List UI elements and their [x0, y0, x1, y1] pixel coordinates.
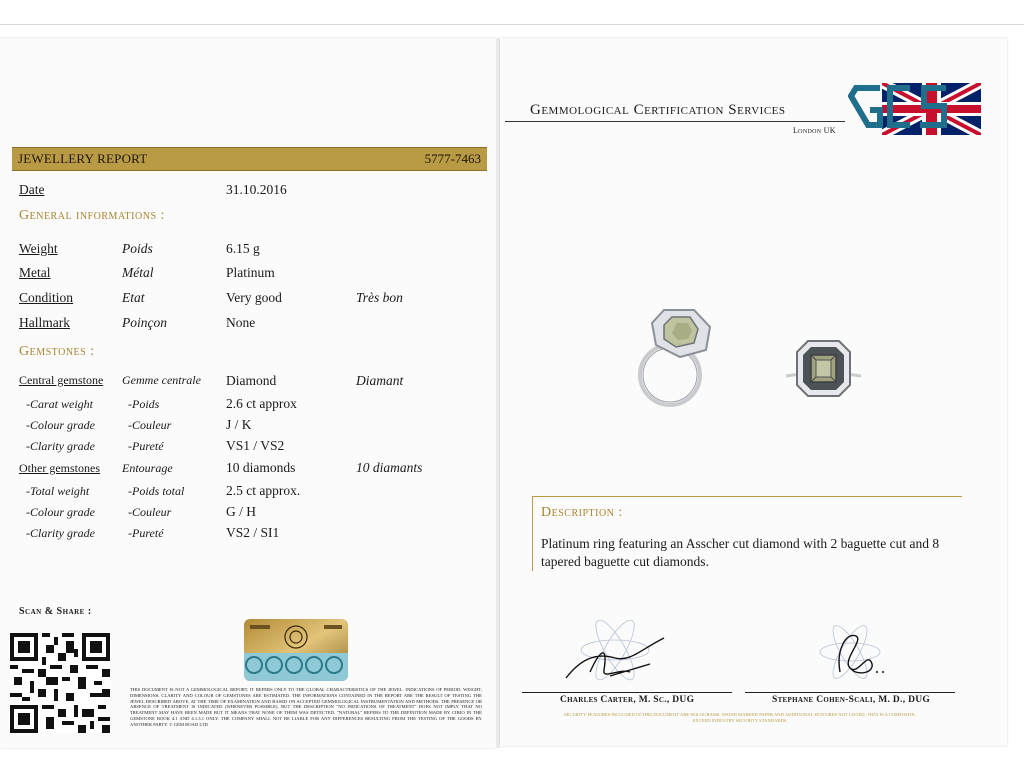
central-carat-label: -Carat weight: [26, 397, 94, 411]
top-edge: [0, 24, 1024, 25]
report-header-bar: [12, 147, 487, 171]
other-colour-fr: -Couleur: [128, 505, 172, 519]
metal-label: Metal: [19, 265, 51, 280]
description-text: Platinum ring featuring an Asscher cut diamond with 2 baguette cut and 8 tapered baguette cut diamonds.: [541, 536, 940, 569]
central-gemstone-fr: Gemme centrale: [122, 373, 201, 387]
other-gemstones-label: Other gemstones: [19, 461, 100, 475]
date-label: Date: [19, 182, 45, 197]
condition-label: Condition: [19, 290, 74, 305]
ring-top-view-image: [786, 338, 861, 403]
signatory-1-name: Charles Carter, M. Sc., DUG: [560, 695, 695, 705]
general-heading: General informations :: [19, 208, 165, 223]
other-colour-value: G / H: [226, 504, 256, 519]
central-clarity-fr: -Pureté: [128, 439, 164, 453]
signature-line-2: [745, 692, 955, 693]
description-rule: [532, 496, 962, 497]
gcs-logo-text: GCS: [848, 80, 850, 81]
hallmark-fr: Poinçon: [122, 315, 167, 330]
weight-fr: Poids: [122, 241, 153, 256]
gcs-underline: [505, 121, 845, 122]
signature-line-1: [522, 692, 732, 693]
gemstones-heading: Gemstones :: [19, 344, 95, 359]
condition-fr-value: Très bon: [356, 290, 403, 305]
condition-fr: Etat: [122, 290, 145, 305]
metal-value: Platinum: [226, 265, 275, 280]
security-note: SECURITY FEATURES INCLUDED IN THIS DOCUMENT ARE HOLOGRAMS, WATER MARKED PAPER AND ADDITIONAL FEATURES NOT LISTED, THAT IS A COMPOSITE, EXCEED INDUSTRY SECURITY STANDARDS.: [564, 712, 916, 724]
other-gemstones-fr-value: 10 diamants: [356, 460, 423, 475]
other-colour-label: -Colour grade: [26, 505, 95, 519]
central-colour-label: -Colour grade: [26, 418, 95, 432]
qr-code[interactable]: [10, 633, 110, 733]
central-colour-value: J / K: [226, 417, 252, 432]
other-total-weight-fr: -Poids total: [128, 484, 185, 498]
gcs-location: London UK: [793, 126, 836, 135]
metal-fr: Métal: [122, 265, 154, 280]
description-heading: Description :: [541, 505, 623, 520]
ring-side-view-image: [632, 305, 722, 410]
report-number: 5777-7463: [424, 151, 481, 166]
gcs-logo-icon: [848, 80, 981, 138]
top-background: [0, 0, 1024, 40]
other-clarity-value: VS2 / SI1: [226, 525, 280, 540]
report-title: JEWELLERY REPORT: [18, 151, 148, 166]
hallmark-value: None: [226, 315, 256, 330]
signature-cohen-scali-image: [812, 620, 892, 690]
other-gemstones-value: 10 diamonds: [226, 460, 296, 475]
description-side-rule: [532, 496, 533, 571]
central-carat-fr: -Poids: [128, 397, 160, 411]
weight-label: Weight: [19, 241, 58, 256]
hallmark-label: Hallmark: [19, 315, 70, 330]
central-colour-fr: -Couleur: [128, 418, 172, 432]
central-gemstone-value: Diamond: [226, 373, 277, 388]
condition-value: Very good: [226, 290, 282, 305]
central-carat-value: 2.6 ct approx: [226, 396, 297, 411]
signatory-2-name: Stephane Cohen-Scali, M. D., DUG: [772, 695, 931, 705]
date-value: 31.10.2016: [226, 182, 287, 197]
other-total-weight-label: -Total weight: [26, 484, 90, 498]
central-clarity-value: VS1 / VS2: [226, 438, 285, 453]
other-clarity-label: -Clarity grade: [26, 526, 95, 540]
central-gemstone-label: Central gemstone: [19, 373, 104, 387]
other-total-weight-value: 2.5 ct approx.: [226, 483, 301, 498]
weight-value: 6.15 g: [226, 241, 260, 256]
gcs-company-name: Gemmological Certification Services: [530, 102, 786, 118]
scan-share-label: Scan & Share :: [19, 606, 92, 617]
central-clarity-label: -Clarity grade: [26, 439, 95, 453]
other-gemstones-fr: Entourage: [122, 461, 173, 475]
other-clarity-fr: -Pureté: [128, 526, 164, 540]
signature-carter-image: [560, 620, 670, 688]
central-gemstone-fr-value: Diamant: [356, 373, 404, 388]
disclaimer-text: THIS DOCUMENT IS NOT A GEMMOLOGICAL REPORT, IT REFERS ONLY TO THE GLOBAL CHARACTERISTICS OF THE JEWEL. INDICATIONS OF PERIOD, WEIGHT, DIMENSIONS, CLARITY AND COLOUR OF GEMSTONES ARE ESTIMATED. THE INFORMATIONS CONTAINED IN THE REPORT ARE THE RESULT OF TESTING THE JEWEL DESCRIBED ABOVE, AT THE TIME OF EXAMINATION AND BASED ON ACCEPTED GEMMOLOGICAL INSTRUMENTATION AND METHODS. THE PRESENCE OR ABSENCE OF TREATMENT IS INDICATED (WHENEVER POSSIBLE), BUT THE DESCRIPTION "NO INDICATIONS OF TREATMENT" DOES NOT IMPLY THAT NO TREATMENT MAY HAVE BEEN MADE BUT IT MEANS THAT NONE OF THEM WAS DETECTED. "NATURAL" REFERS TO THE DEFINITION MADE BY CIBJO IN THE GEMSTONE BOOK 4.1 AND 4.1.3.1 ONLY. THE COMPANY SHALL NOT BE LIABLE FOR ANY DIFFERENCES RESULTING FROM THE TESTING OF THE GOODS BY ANOTHER PARTY. © GEM ROAD LTD: [130, 687, 482, 727]
hologram-seal: [244, 619, 348, 681]
